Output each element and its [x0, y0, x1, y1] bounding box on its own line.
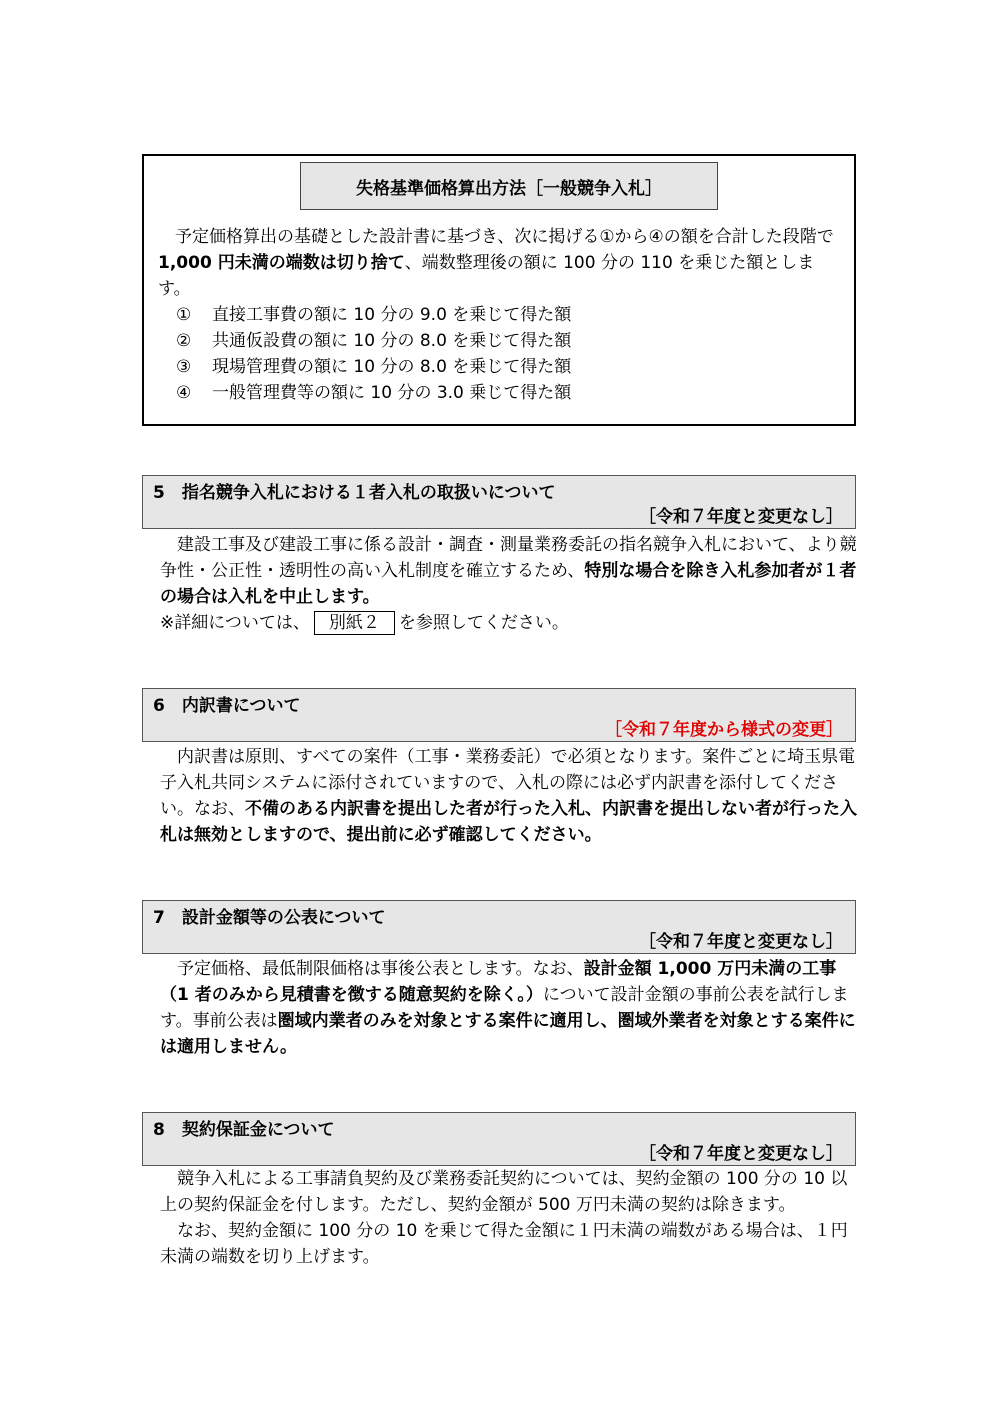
section-6-status: ［令和７年度から様式の変更］ — [605, 720, 843, 740]
box-paragraph — [158, 224, 844, 302]
attachment-reference: 別紙２ — [314, 611, 395, 635]
paragraph-text: 建設工事及び建設工事に係る設計・調査・測量業務委託の指名競争入札において、より競争性・公正性・透明性の高い入札制度を確立するため、 — [160, 535, 857, 581]
box-item — [158, 354, 844, 380]
paragraph-bold: 設計金額 1,000 万円未満の工事（1 者のみから見積書を徴する随意契約を除く。） — [160, 959, 837, 1005]
box-body — [158, 224, 844, 406]
item-text: 共通仮設費の額に 10 分の 8.0 を乗じて得た額 — [212, 331, 572, 351]
section-7-header — [142, 900, 856, 954]
item-number: ① — [176, 305, 192, 325]
section-6-paragraph — [160, 744, 860, 848]
paragraph-bold: 不備のある内訳書を提出した者が行った入札、内訳書を提出しない者が行った入札は無効としますので、提出前に必ず確認してください。 — [160, 799, 857, 845]
box-item — [158, 302, 844, 328]
item-text: 一般管理費等の額に 10 分の 3.0 乗じて得た額 — [212, 383, 572, 403]
box-title: 失格基準価格算出方法［一般競争入札］ — [300, 162, 718, 210]
paragraph-text: 予定価格、最低制限価格は事後公表とします。なお、 — [177, 959, 584, 979]
section-8-header — [142, 1112, 856, 1166]
paragraph-text: 内訳書は原則、すべての案件（工事・業務委託）で必須となります。案件ごとに埼玉県電子入札共同システムに添付されていますので、入札の際には必ず内訳書を添付してください。なお、 — [160, 747, 856, 819]
paragraph-text-mid: について設計金額の事前公表を試行します。事前公表は — [160, 985, 849, 1031]
section-5-note — [160, 610, 860, 636]
section-7-body — [160, 956, 860, 1060]
section-6-title: 6 内訳書について — [153, 696, 301, 716]
section-8-title: 8 契約保証金について — [153, 1120, 335, 1140]
box-para-bold: 1,000 円未満の端数は切り捨て — [158, 253, 405, 273]
section-7-paragraph — [160, 956, 860, 1060]
section-8-paragraph-1: 競争入札による工事請負契約及び業務委託契約については、契約金額の 100 分の 10 以上の契約保証金を付します。ただし、契約金額が 500 万円未満の契約は除きます。 — [160, 1169, 848, 1215]
item-number: ③ — [176, 357, 192, 377]
section-5-paragraph — [160, 532, 860, 610]
paragraph-bold: 特別な場合を除き入札参加者が１者の場合は入札を中止します。 — [160, 561, 857, 607]
box-para-text-end: 、端数整理後の額に 100 分の 110 を乗じた額とします。 — [158, 253, 815, 299]
disqualification-price-box — [142, 154, 856, 426]
section-5-status: ［令和７年度と変更なし］ — [639, 507, 843, 527]
section-8-status: ［令和７年度と変更なし］ — [639, 1144, 843, 1164]
section-6-body — [160, 744, 860, 848]
item-number: ④ — [176, 383, 192, 403]
section-5-title: 5 指名競争入札における１者入札の取扱いについて — [153, 483, 556, 503]
box-item — [158, 380, 844, 406]
box-para-text: 予定価格算出の基礎とした設計書に基づき、次に掲げる①から④の額を合計した段階で — [175, 227, 834, 247]
item-number: ② — [176, 331, 192, 351]
section-8-body — [160, 1166, 860, 1270]
section-7-status: ［令和７年度と変更なし］ — [639, 932, 843, 952]
item-text: 直接工事費の額に 10 分の 9.0 を乗じて得た額 — [212, 305, 572, 325]
section-5-body — [160, 532, 860, 636]
note-text: ※詳細については、 — [160, 613, 310, 633]
item-text: 現場管理費の額に 10 分の 8.0 を乗じて得た額 — [212, 357, 572, 377]
section-5-header — [142, 475, 856, 529]
section-8-paragraph-2: なお、契約金額に 100 分の 10 を乗じて得た金額に１円未満の端数がある場合は、１円未満の端数を切り上げます。 — [160, 1221, 848, 1267]
section-7-title: 7 設計金額等の公表について — [153, 908, 386, 928]
section-6-header — [142, 688, 856, 742]
note-text-end: を参照してください。 — [398, 613, 569, 633]
box-item — [158, 328, 844, 354]
paragraph-bold-end: 圏域内業者のみを対象とする案件に適用し、圏域外業者を対象とする案件には適用しません。 — [160, 1011, 856, 1057]
